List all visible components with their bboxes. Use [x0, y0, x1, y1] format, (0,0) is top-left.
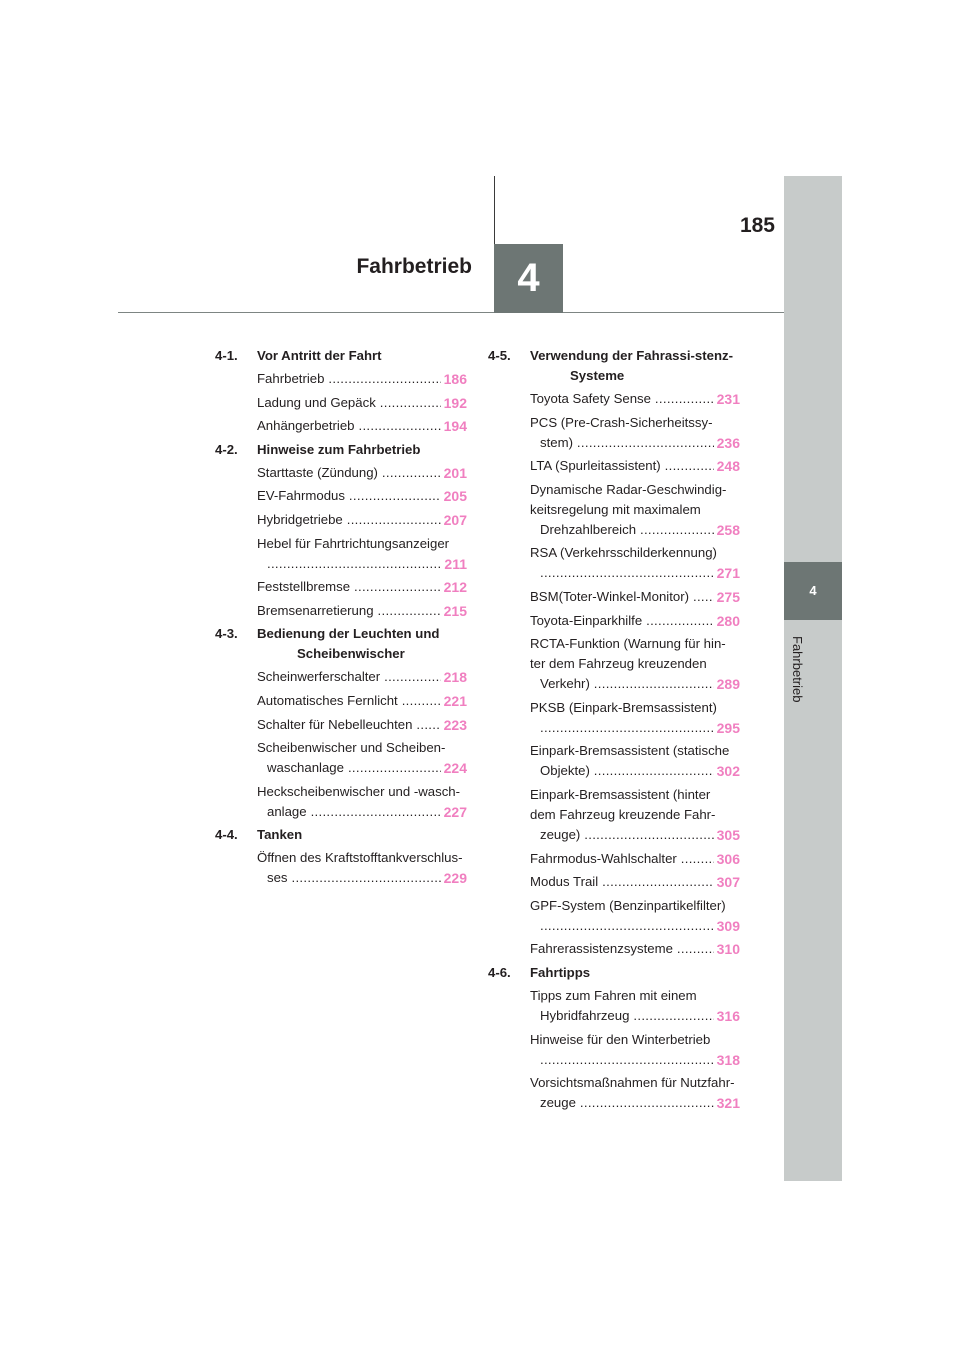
toc-entry-text: anlage ..... — [267, 802, 441, 822]
toc-entry — [530, 413, 740, 453]
toc-entry — [530, 896, 740, 936]
toc-page-link[interactable]: 227 — [443, 803, 467, 820]
section-number: 4-3. — [215, 626, 238, 642]
toc-entry-line[interactable] — [540, 916, 740, 936]
toc-page-link[interactable]: 205 — [443, 488, 467, 505]
toc-page-link[interactable]: 201 — [443, 464, 467, 481]
toc-entry[interactable] — [530, 849, 740, 869]
toc-entry-text: waschanlage ..... — [267, 758, 441, 778]
toc-page-link[interactable]: 307 — [716, 874, 740, 891]
side-tab-label: Fahrbetrieb — [790, 636, 805, 703]
toc-entry-text: BSM(Toter-Winkel-Monitor) ..... — [530, 587, 714, 607]
toc-section-heading — [215, 440, 467, 460]
toc-entry-line[interactable] — [540, 1050, 740, 1070]
toc-page-link[interactable]: 224 — [443, 760, 467, 777]
toc-entry[interactable] — [530, 456, 740, 476]
toc-page-link[interactable]: 194 — [443, 418, 467, 435]
section-title: Verwendung der Fahrassi-stenz-Systeme — [530, 348, 733, 383]
toc-page-link[interactable]: 289 — [716, 676, 740, 693]
toc-page-link[interactable]: 186 — [443, 371, 467, 387]
toc-entry — [530, 986, 740, 1026]
toc-entry[interactable] — [257, 715, 467, 735]
toc-entry-line[interactable] — [267, 802, 467, 822]
section-title: Fahrtipps — [530, 964, 591, 980]
toc-page-link[interactable]: 302 — [716, 763, 740, 780]
toc-entry-line[interactable] — [540, 825, 740, 845]
toc-entry-line[interactable] — [540, 674, 740, 694]
toc-entry-text-first-line: GPF-System (Benzinpartikelfilter) — [530, 897, 726, 913]
section-number: 4-1. — [215, 348, 238, 363]
toc-entry-text: LTA (Spurleitassistent) ..... — [530, 456, 714, 476]
toc-entry[interactable] — [257, 369, 467, 389]
toc-entry-text: Ladung und Gepäck ..... — [257, 393, 441, 413]
toc-entry-text — [540, 1050, 714, 1070]
toc-entry — [530, 785, 740, 845]
toc-page-link[interactable]: 223 — [443, 716, 467, 733]
toc-entry-text: Anhängerbetrieb ..... — [257, 416, 441, 436]
toc-page-link[interactable]: 318 — [716, 1051, 740, 1068]
toc-entry-text — [267, 554, 441, 574]
toc-entry[interactable] — [257, 463, 467, 483]
toc-entry — [530, 698, 740, 738]
toc-entry[interactable] — [257, 393, 467, 413]
toc-page-link[interactable]: 248 — [716, 458, 740, 475]
toc-page-link[interactable]: 212 — [443, 579, 467, 596]
toc-page-link[interactable]: 305 — [716, 826, 740, 843]
toc-entry-text: stem) ..... — [540, 433, 714, 453]
toc-entry-text-first-line: Dynamische Radar-Geschwindig- — [530, 481, 727, 497]
toc-page-link[interactable]: 221 — [443, 692, 467, 709]
header-divider-vertical — [494, 176, 495, 246]
toc-page-link[interactable]: 192 — [443, 394, 467, 411]
toc-entry-text: Hybridgetriebe ..... — [257, 510, 441, 530]
toc-entry[interactable] — [257, 577, 467, 597]
toc-page-link[interactable]: 295 — [716, 719, 740, 736]
toc-entry[interactable] — [257, 667, 467, 687]
toc-entry-line[interactable] — [540, 520, 740, 540]
toc-entry-text: Fahrerassistenzsysteme ..... — [530, 939, 714, 959]
toc-entry-text-first-line: Einpark-Bremsassistent (hinter — [530, 786, 711, 802]
section-number: 4-4. — [215, 827, 238, 843]
toc-entry-text: EV-Fahrmodus ..... — [257, 486, 441, 506]
toc-entry-text — [540, 718, 714, 738]
section-number: 4-2. — [215, 441, 238, 457]
section-number: 4-5. — [488, 348, 511, 363]
toc-section-heading — [488, 963, 740, 983]
toc-section-heading — [488, 346, 740, 386]
chapter-number-box: 4 — [494, 244, 563, 313]
toc-page-link[interactable]: 211 — [444, 555, 467, 572]
toc-page-link[interactable]: 275 — [716, 588, 740, 605]
toc-entry-text-first-line: Öffnen des Kraftstofftankverschlus- — [257, 850, 463, 866]
toc-entry-text: zeuge ..... — [540, 1093, 714, 1113]
toc-entry-text-first-line: Einpark-Bremsassistent (statische — [530, 743, 730, 759]
toc-entry-text: Scheinwerferschalter ..... — [257, 667, 441, 687]
page-number: 185 — [739, 214, 775, 237]
toc-entry-text: Fahrmodus-Wahlschalter ..... — [530, 849, 714, 869]
side-tab-number: 4 — [784, 562, 842, 620]
toc-page-link[interactable]: 306 — [716, 850, 740, 867]
toc-entry-line[interactable] — [540, 761, 740, 781]
toc-page-link[interactable]: 309 — [716, 917, 740, 934]
toc-entry-line[interactable] — [267, 554, 467, 574]
toc-entry[interactable] — [257, 416, 467, 436]
toc-entry-text-second-line: ter dem Fahrzeug kreuzenden — [530, 656, 707, 672]
toc-column-left — [215, 346, 467, 892]
toc-entry — [530, 543, 740, 583]
toc-entry[interactable] — [257, 691, 467, 711]
toc-page-link[interactable]: 271 — [716, 565, 740, 582]
toc-entry[interactable] — [530, 587, 740, 607]
toc-entry-text: Verkehr) ..... — [540, 674, 714, 694]
toc-entry-text — [540, 563, 714, 583]
section-title: Tanken — [257, 827, 303, 843]
toc-entry-text-first-line: Hebel für Fahrtrichtungsanzeiger — [257, 535, 450, 551]
toc-page-link[interactable]: 215 — [443, 602, 467, 619]
toc-entry-text: Toyota-Einparkhilfe ..... — [530, 611, 714, 631]
toc-page-link[interactable]: 231 — [716, 391, 740, 407]
toc-entry[interactable] — [530, 611, 740, 631]
toc-entry-text: Modus Trail ..... — [530, 872, 714, 892]
toc-entry-text — [540, 916, 714, 936]
toc-entry[interactable] — [530, 389, 740, 409]
toc-entry-text-first-line: Heckscheibenwischer und -wasch- — [257, 783, 461, 799]
toc-entry-text-first-line: Vorsichtsmaßnahmen für Nutzfahr- — [530, 1075, 735, 1091]
toc-entry-text: Toyota Safety Sense ..... — [530, 389, 714, 409]
toc-entry-line[interactable] — [267, 868, 467, 888]
toc-entry-text: Schalter für Nebelleuchten ..... — [257, 715, 441, 735]
toc-entry[interactable] — [257, 510, 467, 530]
toc-section-heading — [215, 825, 467, 845]
toc-entry-text: Automatisches Fernlicht ..... — [257, 691, 441, 711]
toc-entry — [257, 848, 467, 888]
toc-entry-text: Hybridfahrzeug ..... — [540, 1006, 714, 1026]
toc-page-link[interactable]: 229 — [443, 870, 467, 887]
toc-entry-text-first-line: PCS (Pre-Crash-Sicherheitssy- — [530, 414, 713, 430]
toc-entry-line[interactable] — [540, 718, 740, 738]
toc-entry-text-first-line: Tipps zum Fahren mit einem — [530, 987, 697, 1003]
toc-entry[interactable] — [257, 486, 467, 506]
toc-page-link[interactable]: 316 — [716, 1007, 740, 1024]
toc-entry-text-first-line: RSA (Verkehrsschilderkennung) — [530, 545, 717, 561]
toc-entry — [257, 738, 467, 778]
toc-entry — [530, 1030, 740, 1070]
toc-entry-line[interactable] — [540, 1093, 740, 1113]
toc-page-link[interactable]: 207 — [443, 511, 467, 528]
toc-section-heading — [215, 624, 467, 664]
toc-entry — [257, 534, 467, 574]
toc-entry — [530, 741, 740, 781]
toc-entry-text: Starttaste (Zündung) ..... — [257, 463, 441, 483]
toc-entry-text-second-line: dem Fahrzeug kreuzende Fahr- — [530, 806, 716, 822]
header-divider-horizontal — [118, 312, 784, 313]
toc-entry-text: ses ..... — [267, 868, 441, 888]
toc-column-right — [488, 346, 740, 1117]
toc-page-link[interactable]: 321 — [716, 1095, 740, 1112]
toc-entry-text-second-line: keitsregelung mit maximalem — [530, 501, 701, 517]
toc-entry[interactable] — [530, 872, 740, 892]
toc-entry-text-first-line: Hinweise für den Winterbetrieb — [530, 1031, 711, 1047]
toc-entry-text-first-line: PKSB (Einpark-Bremsassistent) — [530, 699, 717, 715]
toc-entry — [530, 634, 740, 694]
toc-entry-text: Drehzahlbereich ..... — [540, 520, 714, 540]
toc-page-link[interactable]: 236 — [716, 434, 740, 451]
toc-page-link[interactable]: 280 — [716, 612, 740, 629]
section-title: Bedienung der Leuchten und Scheibenwischer — [257, 626, 440, 662]
toc-entry-line[interactable] — [540, 563, 740, 583]
section-title: Vor Antritt der Fahrt — [257, 348, 382, 363]
toc-entry — [530, 1073, 740, 1113]
toc-entry[interactable] — [530, 939, 740, 959]
section-title: Hinweise zum Fahrbetrieb — [257, 441, 421, 457]
toc-entry-text: zeuge) ..... — [540, 825, 714, 845]
toc-page-link[interactable]: 218 — [443, 669, 467, 686]
toc-entry-line[interactable] — [267, 758, 467, 778]
toc-entry-line[interactable] — [540, 1006, 740, 1026]
toc-entry-text: Objekte) ..... — [540, 761, 714, 781]
section-number: 4-6. — [488, 964, 511, 980]
toc-entry-text: Bremsenarretierung ..... — [257, 601, 441, 621]
toc-entry-text: Feststellbremse ..... — [257, 577, 441, 597]
toc-page-link[interactable]: 310 — [716, 941, 740, 958]
toc-entry-line[interactable] — [540, 433, 740, 453]
toc-entry[interactable] — [257, 601, 467, 621]
toc-page-link[interactable]: 258 — [716, 521, 740, 538]
toc-entry-text-first-line: RCTA-Funktion (Warnung für hin- — [530, 636, 726, 652]
toc-entry-text-first-line: Scheibenwischer und Scheiben- — [257, 740, 446, 756]
toc-entry — [257, 782, 467, 822]
chapter-title: Fahrbetrieb — [356, 255, 472, 278]
toc-entry-text: Fahrbetrieb ..... — [257, 369, 441, 389]
toc-entry — [530, 480, 740, 540]
toc-section-heading — [215, 346, 467, 366]
